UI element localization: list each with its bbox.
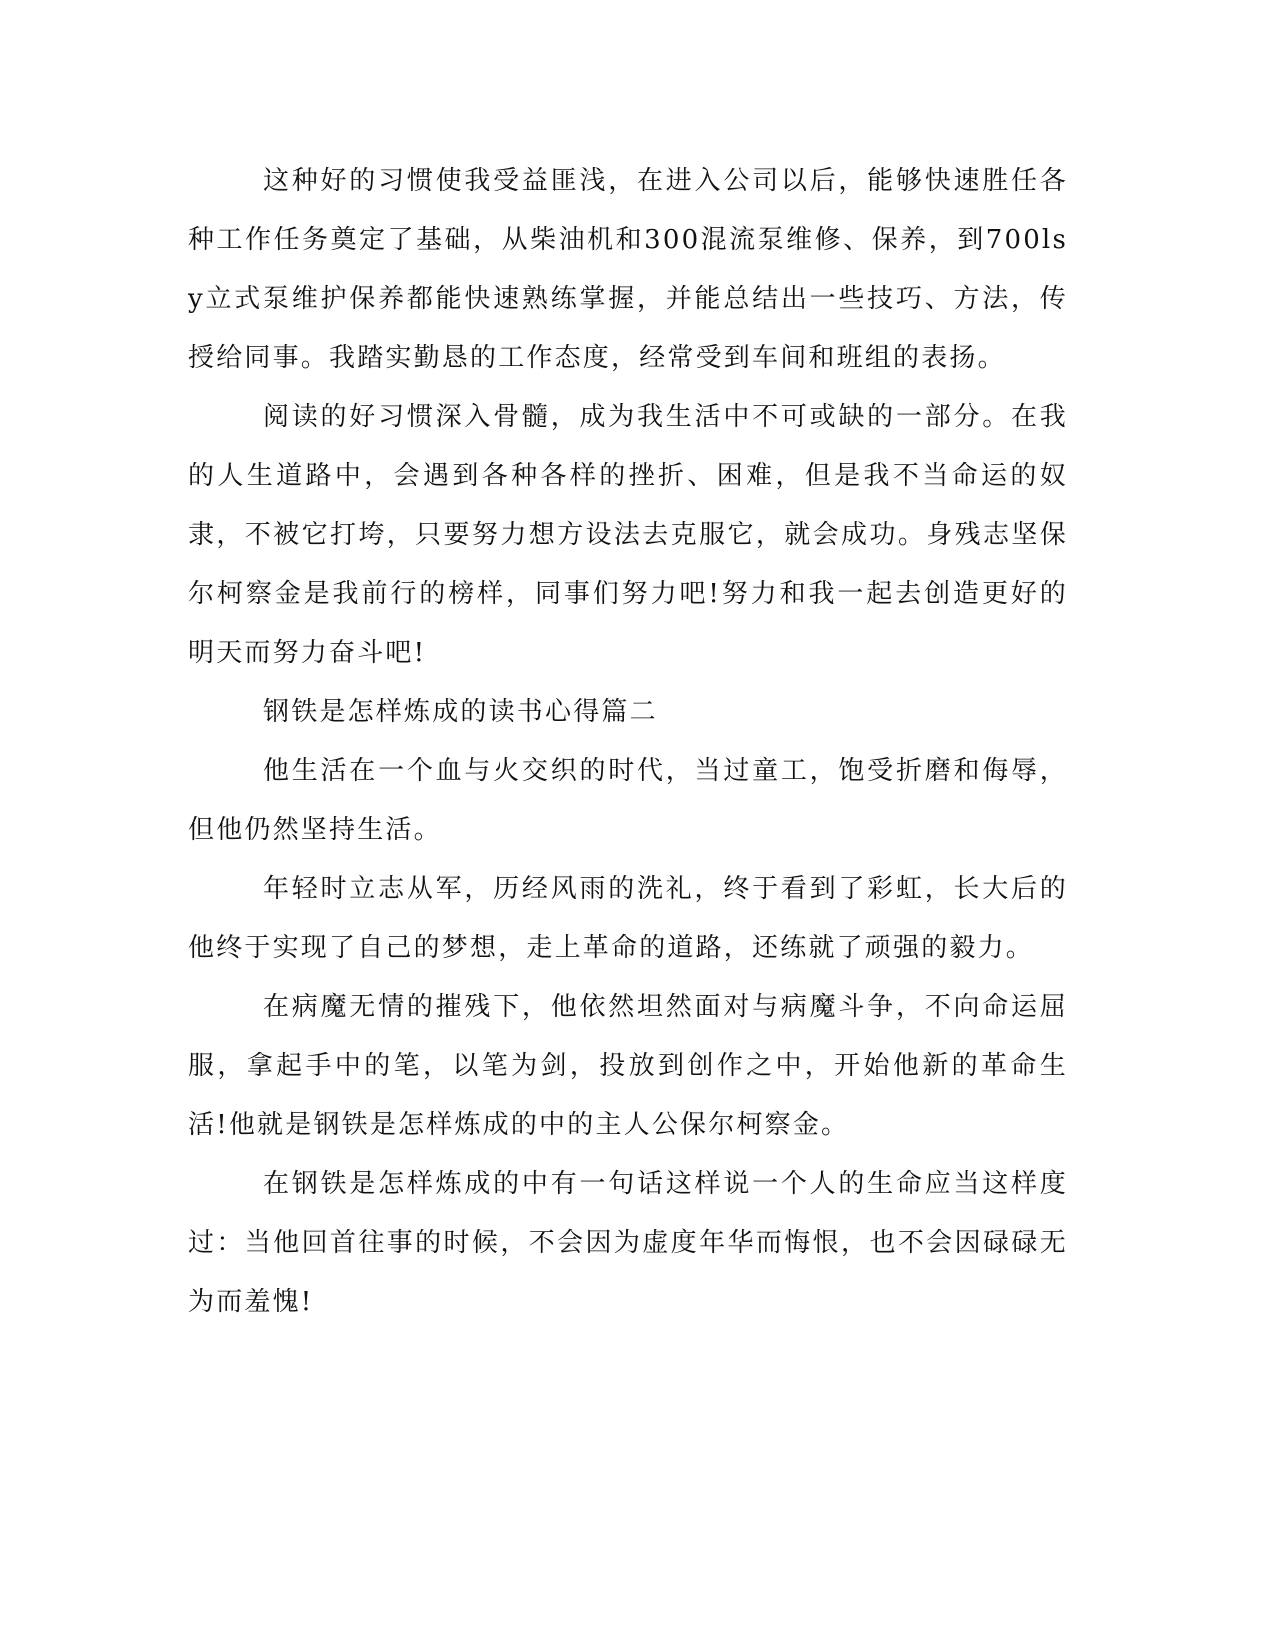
paragraph-2: 阅读的好习惯深入骨髓，成为我生活中不可或缺的一部分。在我的人生道路中，会遇到各种各样的挫折、困难，但是我不当命运的奴隶，不被它打垮，只要努力想方设法去克服它，就会成功。身残志坚保尔柯察金是我前行的榜样，同事们努力吧!努力和我一起去创造更好的明天而努力奋斗吧!: [188, 402, 1068, 668]
paragraph-6: 在钢铁是怎样炼成的中有一句话这样说一个人的生命应当这样度过：当他回首往事的时候，不会因为虚度年华而悔恨，也不会因碌碌无为而羞愧!: [188, 1169, 1068, 1317]
paragraph-4: 年轻时立志从军，历经风雨的洗礼，终于看到了彩虹，长大后的他终于实现了自己的梦想，走上革命的道路，还练就了顽强的毅力。: [188, 874, 1068, 963]
paragraph-1: 这种好的习惯使我受益匪浅，在进入公司以后，能够快速胜任各种工作任务奠定了基础，从柴油机和300混流泵维修、保养，到700lsy立式泵维护保养都能快速熟练掌握，并能总结出一些技巧、方法，传授给同事。我踏实勤恳的工作态度，经常受到车间和班组的表扬。: [188, 166, 1068, 373]
section-heading: 钢铁是怎样炼成的读书心得篇二: [263, 697, 658, 727]
document-page: [188, 152, 1068, 1332]
paragraph-3: 他生活在一个血与火交织的时代，当过童工，饱受折磨和侮辱，但他仍然坚持生活。: [188, 756, 1068, 845]
paragraph-5: 在病魔无情的摧残下，他依然坦然面对与病魔斗争，不向命运屈服，拿起手中的笔，以笔为剑，投放到创作之中，开始他新的革命生活!他就是钢铁是怎样炼成的中的主人公保尔柯察金。: [188, 992, 1068, 1140]
